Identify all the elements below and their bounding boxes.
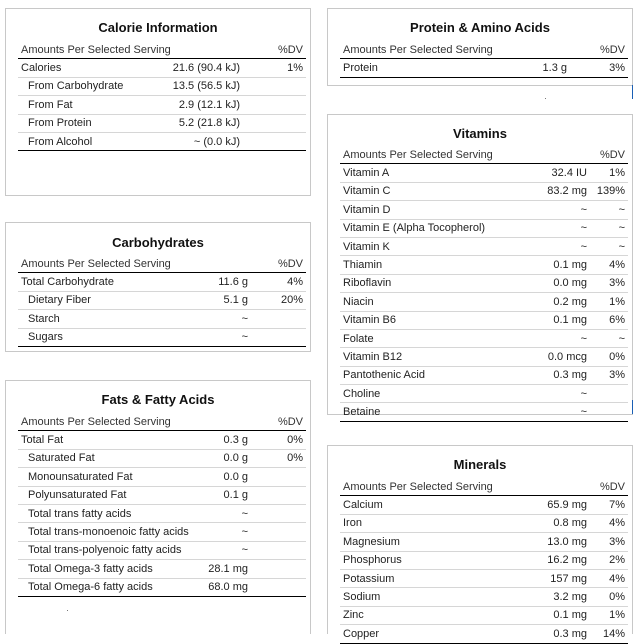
nutrient-amount: 13.0 mg [513,533,590,551]
table-row [18,449,306,467]
table-header-row [18,41,306,59]
nutrient-dv [251,328,306,346]
carbohydrates-title: Carbohydrates [112,235,204,250]
nutrient-amount: 0.3 mg [513,625,590,643]
table-header-row [340,41,628,59]
nutrient-amount: 28.1 mg [203,560,251,578]
table-row [18,523,306,541]
nutrient-dv: 0% [251,449,306,467]
nutrient-amount: 5.2 (21.8 kJ) [138,114,243,132]
minerals-panel [327,445,633,640]
protein-title: Protein & Amino Acids [410,20,550,35]
nutrient-dv: 4% [590,514,628,532]
nutrient-name: From Alcohol [18,132,138,150]
table-row [18,328,306,346]
table-row [18,291,306,309]
nutrient-amount: 0.1 mg [513,256,590,274]
dv-header: %DV [251,255,306,273]
nutrient-amount: ~ [513,329,590,347]
table-row [340,201,628,219]
nutrient-dv: ~ [590,219,628,237]
nutrient-name: Thiamin [340,256,513,274]
vitamins-table [340,146,628,422]
nutrient-dv: 1% [590,606,628,624]
table-row [18,468,306,486]
nutrient-name: Vitamin A [340,164,513,182]
amounts-header: Amounts Per Selected Serving [18,413,251,431]
nutrient-dv: 3% [590,274,628,292]
nutrient-dv: ~ [590,329,628,347]
nutrient-amount: 0.1 mg [513,606,590,624]
table-row [18,114,306,132]
vitamins-panel [327,114,633,419]
calorie-title: Calorie Information [98,20,218,35]
nutrient-name: Calcium [340,496,513,514]
nutrient-name: Saturated Fat [18,449,203,467]
nutrient-dv: 3% [570,59,628,77]
nutrient-dv [590,403,628,421]
nutrient-amount: ~ [513,219,590,237]
nutrient-dv: 2% [590,551,628,569]
amounts-header: Amounts Per Selected Serving [18,255,251,273]
nutrient-name: Polyunsaturated Fat [18,486,203,504]
minerals-title: Minerals [453,457,507,472]
nutrient-amount: 65.9 mg [513,496,590,514]
nutrient-name: Starch [18,310,203,328]
nutrient-name: Sugars [18,328,203,346]
table-row [18,77,306,95]
nutrient-amount: 0.3 g [203,431,251,449]
table-row [340,256,628,274]
nutrient-dv: 0% [590,588,628,606]
nutrient-name: Total Omega-6 fatty acids [18,578,203,596]
nutrient-name: Total Fat [18,431,203,449]
nutrient-name: Betaine [340,403,513,421]
protein-panel [327,8,633,86]
nutrient-name: Vitamin B6 [340,311,513,329]
amounts-header: Amounts Per Selected Serving [340,146,590,164]
amounts-header: Amounts Per Selected Serving [340,41,570,59]
table-row [340,606,628,624]
nutrient-name: Magnesium [340,533,513,551]
nutrient-name: Pantothenic Acid [340,366,513,384]
nutrient-name: Total trans fatty acids [18,504,203,522]
stray-dot [67,610,68,611]
nutrient-name: From Fat [18,96,138,114]
nutrient-name: Vitamin B12 [340,348,513,366]
nutrient-dv [251,523,306,541]
nutrient-amount: ~ [203,541,251,559]
table-row [18,59,306,77]
calorie-panel [5,8,311,196]
nutrient-dv [243,114,306,132]
table-row [340,385,628,403]
table-row [340,348,628,366]
nutrient-name: Total Omega-3 fatty acids [18,560,203,578]
nutrient-name: Total Carbohydrate [18,273,203,291]
table-row [340,182,628,200]
vitamins-title: Vitamins [453,126,507,141]
table-row [340,514,628,532]
table-row [18,431,306,449]
nutrient-amount: 0.0 g [203,449,251,467]
dv-header: %DV [251,413,306,431]
nutrient-name: Niacin [340,293,513,311]
nutrient-amount: ~ [203,523,251,541]
nutrient-dv: 20% [251,291,306,309]
nutrient-name: Vitamin C [340,182,513,200]
nutrient-amount: 0.2 mg [513,293,590,311]
nutrient-amount: 3.2 mg [513,588,590,606]
nutrient-amount: 0.1 g [203,486,251,504]
nutrient-amount: 0.0 mcg [513,348,590,366]
nutrient-name: Copper [340,625,513,643]
nutrient-name: From Protein [18,114,138,132]
nutrient-dv [243,77,306,95]
table-row [340,403,628,421]
dv-header: %DV [590,146,628,164]
nutrient-dv [251,310,306,328]
nutrient-name: Iron [340,514,513,532]
calorie-table [18,41,306,151]
dv-header: %DV [243,41,306,59]
stray-dot [545,98,546,99]
nutrient-amount: 0.0 g [203,468,251,486]
nutrient-dv [251,560,306,578]
table-header-row [340,146,628,164]
nutrient-name: Total trans-monoenoic fatty acids [18,523,203,541]
table-row [340,274,628,292]
scroll-edge-mark [632,85,633,99]
nutrient-dv: 139% [590,182,628,200]
table-row [18,96,306,114]
table-row [340,588,628,606]
nutrient-name: Monounsaturated Fat [18,468,203,486]
nutrient-name: Potassium [340,569,513,587]
nutrient-name: Protein [340,59,490,77]
table-row [340,329,628,347]
nutrient-dv [251,504,306,522]
table-header-row [18,255,306,273]
nutrient-amount: 32.4 IU [513,164,590,182]
fats-table [18,413,306,597]
fats-title: Fats & Fatty Acids [101,392,215,407]
nutrient-amount: 5.1 g [203,291,251,309]
nutrient-dv [251,541,306,559]
table-row [340,59,628,77]
nutrient-dv: 0% [590,348,628,366]
nutrient-amount: ~ [513,385,590,403]
nutrient-dv [251,486,306,504]
table-row [340,533,628,551]
nutrient-name: Vitamin D [340,201,513,219]
nutrient-dv: 0% [251,431,306,449]
nutrient-dv [590,385,628,403]
nutrient-dv: 6% [590,311,628,329]
nutrient-name: Choline [340,385,513,403]
nutrient-dv: 4% [251,273,306,291]
nutrient-dv: 4% [590,256,628,274]
nutrient-amount: 16.2 mg [513,551,590,569]
nutrient-amount: 2.9 (12.1 kJ) [138,96,243,114]
nutrient-amount: ~ (0.0 kJ) [138,132,243,150]
nutrient-amount: ~ [513,201,590,219]
nutrient-dv: 4% [590,569,628,587]
fats-panel [5,380,311,634]
table-row [340,311,628,329]
table-row [18,486,306,504]
nutrient-amount: 157 mg [513,569,590,587]
nutrient-amount: 21.6 (90.4 kJ) [138,59,243,77]
nutrient-dv: 14% [590,625,628,643]
table-row [18,541,306,559]
dv-header: %DV [570,41,628,59]
nutrient-amount: 0.3 mg [513,366,590,384]
table-row [340,164,628,182]
nutrient-name: Sodium [340,588,513,606]
table-row [340,293,628,311]
nutrient-amount: 1.3 g [490,59,570,77]
table-row [18,578,306,596]
nutrient-dv: ~ [590,201,628,219]
nutrient-amount: ~ [203,504,251,522]
table-row [340,569,628,587]
nutrient-amount: 0.8 mg [513,514,590,532]
table-row [18,310,306,328]
nutrient-dv: 7% [590,496,628,514]
scroll-edge-mark [632,400,633,414]
table-row [340,496,628,514]
table-row [18,132,306,150]
nutrient-dv [243,132,306,150]
nutrient-amount: ~ [513,237,590,255]
carbohydrates-table [18,255,306,347]
amounts-header: Amounts Per Selected Serving [340,478,590,496]
table-row [18,504,306,522]
carbohydrates-panel [5,222,311,352]
nutrient-dv: 3% [590,533,628,551]
nutrient-amount: 68.0 mg [203,578,251,596]
nutrient-name: Zinc [340,606,513,624]
table-row [340,366,628,384]
table-header-row [340,478,628,496]
nutrient-name: Phosphorus [340,551,513,569]
nutrient-name: From Carbohydrate [18,77,138,95]
nutrient-dv: 1% [590,164,628,182]
table-row [340,551,628,569]
nutrient-name: Folate [340,329,513,347]
table-row [340,219,628,237]
nutrient-amount: 11.6 g [203,273,251,291]
nutrient-amount: 13.5 (56.5 kJ) [138,77,243,95]
nutrient-amount: 83.2 mg [513,182,590,200]
nutrient-dv [251,468,306,486]
nutrient-dv: 3% [590,366,628,384]
protein-table [340,41,628,78]
nutrient-dv [251,578,306,596]
nutrient-name: Total trans-polyenoic fatty acids [18,541,203,559]
dv-header: %DV [590,478,628,496]
table-row [340,237,628,255]
table-row [18,273,306,291]
nutrient-name: Calories [18,59,138,77]
nutrient-name: Vitamin E (Alpha Tocopherol) [340,219,513,237]
nutrient-amount: ~ [203,310,251,328]
nutrient-amount: ~ [203,328,251,346]
table-header-row [18,413,306,431]
nutrient-dv: 1% [590,293,628,311]
nutrient-amount: 0.1 mg [513,311,590,329]
nutrient-dv: ~ [590,237,628,255]
nutrient-name: Vitamin K [340,237,513,255]
nutrient-dv [243,96,306,114]
nutrient-name: Dietary Fiber [18,291,203,309]
nutrient-amount: 0.0 mg [513,274,590,292]
minerals-table [340,478,628,644]
table-row [18,560,306,578]
nutrient-dv: 1% [243,59,306,77]
amounts-header: Amounts Per Selected Serving [18,41,243,59]
nutrient-amount: ~ [513,403,590,421]
nutrient-name: Riboflavin [340,274,513,292]
